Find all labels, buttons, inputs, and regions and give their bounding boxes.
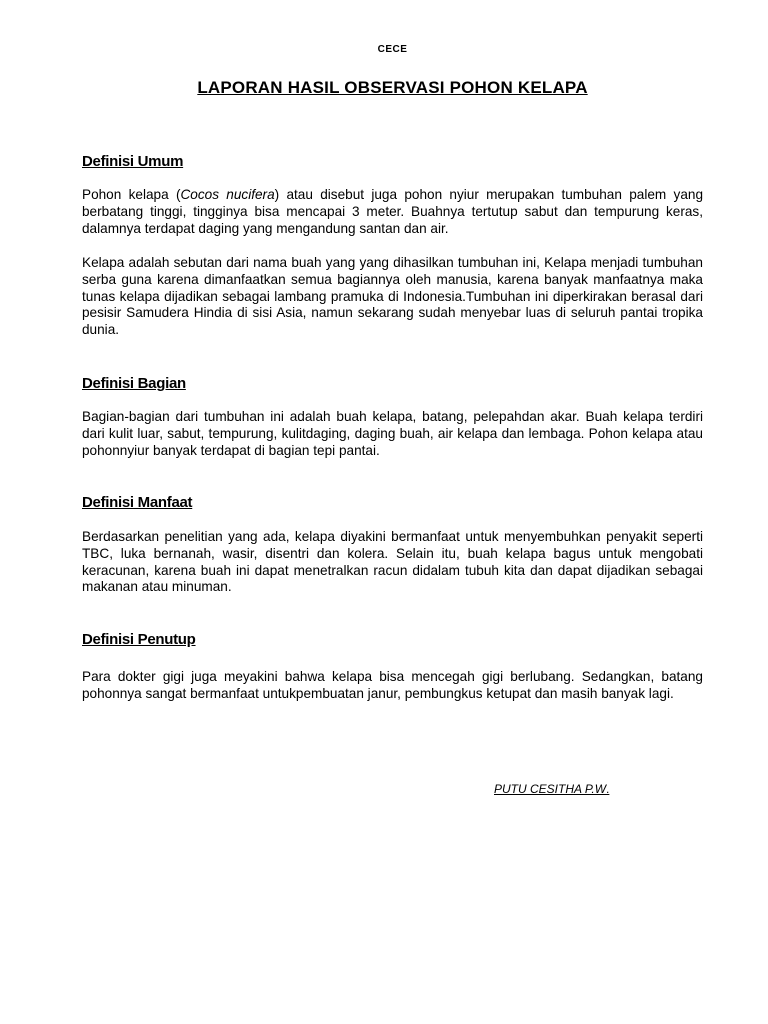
section-heading-definisi-manfaat: Definisi Manfaat	[82, 494, 193, 511]
paragraph-definisi-umum-1	[82, 187, 703, 237]
paragraph-definisi-bagian: Bagian-bagian dari tumbuhan ini adalah buah kelapa, batang, pelepahdan akar. Buah kelapa terdiri dari kulit luar, sabut, tempurung, kulitdaging, daging buah, air kelapa dan lembaga. Pohon kelapa atau pohonnyiur banyak terdapat di bagian tepi pantai.	[82, 409, 703, 458]
paragraph-text: Pohon kelapa (	[82, 187, 181, 202]
scientific-name: Cocos nucifera	[180, 187, 275, 202]
paragraph-definisi-umum-2: Kelapa adalah sebutan dari nama buah yang yang dihasilkan tumbuhan ini, Kelapa menjadi tumbuhan serba guna karena dimanfaatkan semua bagiannya oleh manusia, karena banyak manfaatnya maka tunas kelapa dijadikan sebagai lambang pramuka di Indonesia.Tumbuhan ini diperkirakan berasal dari pesisir Samudera Hindia di sisi Asia, namun sekarang sudah menyebar luas di seluruh pantai tropika dunia.	[82, 255, 703, 338]
paragraph-text: ) atau disebut juga pohon nyiur merupakan tumbuhan palem yang berbatang tinggi, tingginya bisa mencapai 3 meter. Buahnya tertutup sabut dan tempurung keras, dalamnya terdapat daging yang mengandung santan dan air.	[82, 187, 703, 236]
signature-suffix: .	[606, 782, 610, 796]
document-title: LAPORAN HASIL OBSERVASI POHON KELAPA	[197, 78, 588, 97]
section-heading-definisi-penutup: Definisi Penutup	[82, 631, 196, 648]
signature	[494, 782, 609, 796]
paragraph-definisi-manfaat: Berdasarkan penelitian yang ada, kelapa diyakini bermanfaat untuk menyembuhkan penyakit seperti TBC, luka bernanah, wasir, disentri dan kolera. Selain itu, buah kelapa bagus untuk mengobati keracunan, karena buah ini dapat menetralkan racun didalam tubuh kita dan dapat dijadikan sebagai makanan atau minuman.	[82, 529, 703, 595]
section-heading-definisi-umum: Definisi Umum	[82, 153, 184, 170]
section-heading-definisi-bagian: Definisi Bagian	[82, 375, 186, 392]
document-header: CECE	[377, 44, 408, 55]
signature-name: PUTU CESITHA P.W	[494, 782, 607, 796]
paragraph-definisi-penutup: Para dokter gigi juga meyakini bahwa kelapa bisa mencegah gigi berlubang. Sedangkan, batang pohonnya sangat bermanfaat untukpembuatan janur, pembungkus ketupat dan masih banyak lagi.	[82, 669, 703, 701]
